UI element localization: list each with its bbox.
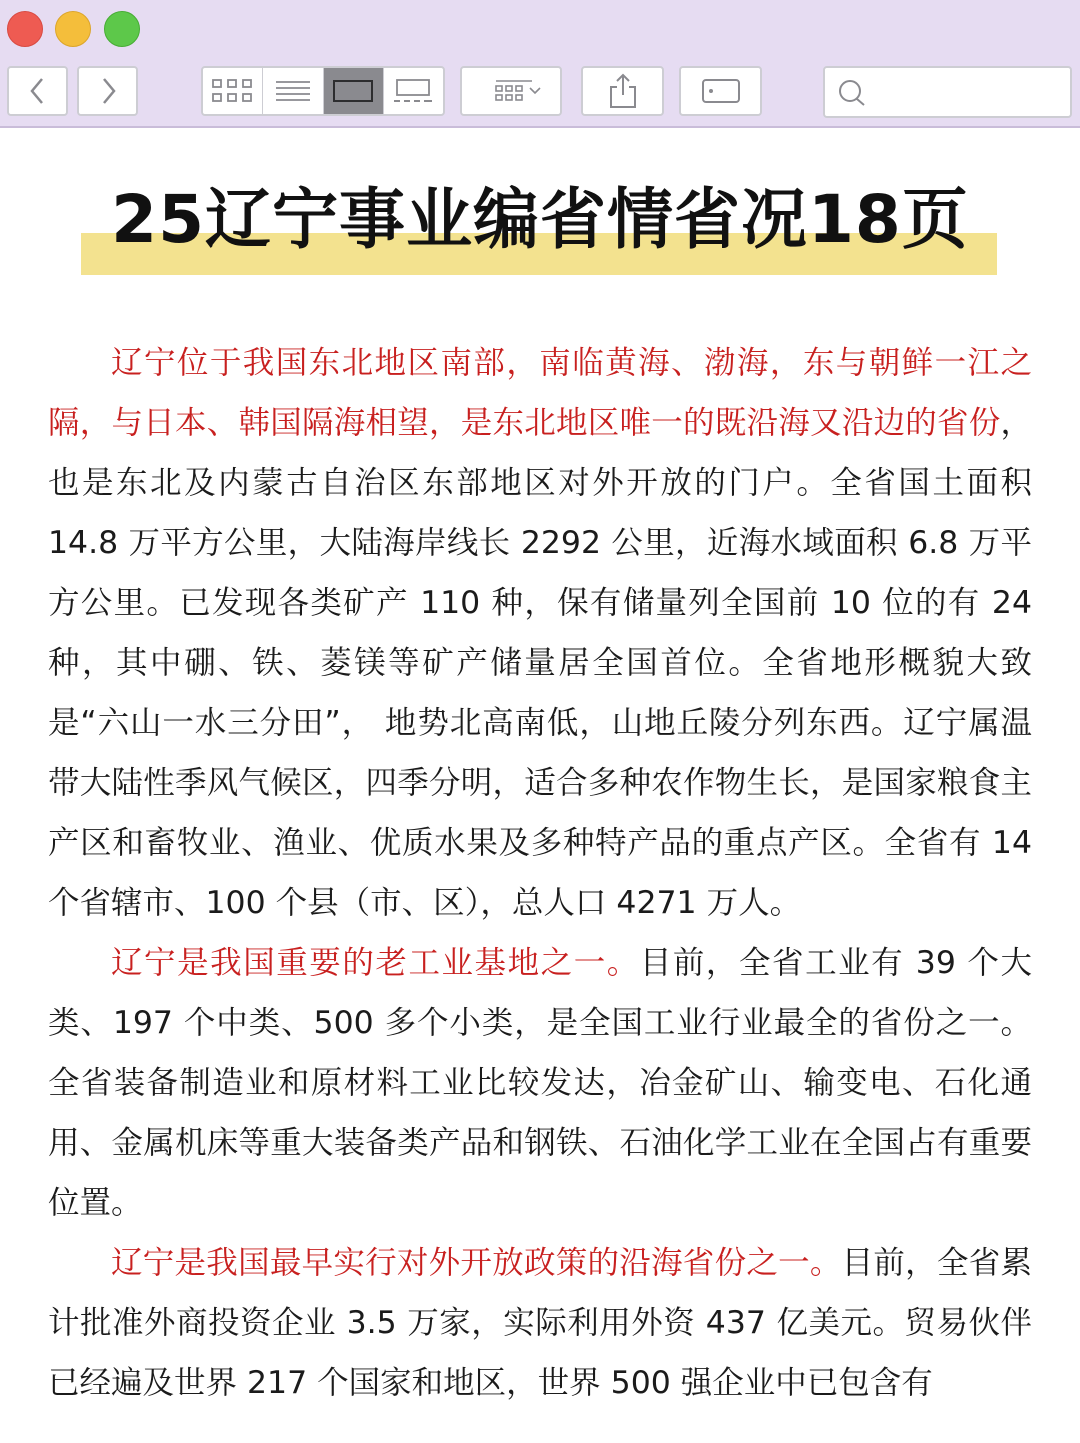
tag-button[interactable] [679,66,762,116]
close-window-button[interactable] [7,11,43,47]
list-icon [275,79,311,103]
gallery-icon [393,78,433,104]
chevron-right-icon [97,76,119,106]
grid-icon [211,78,255,104]
minimize-window-button[interactable] [55,11,91,47]
key-sentence: 辽宁是我国重要的老工业基地之一。 [111,945,640,981]
title-block [0,165,1080,280]
forward-button[interactable] [77,66,138,116]
group-by-icon [476,78,546,104]
gallery-view-button[interactable] [384,68,443,114]
paragraph-text: ，也是东北及内蒙古自治区东部地区对外开放的门户。全省国土面积 14.8 万平方公里，大陆海岸线长 2292 公里，近海水域面积 6.8 万平方公里。已发现各类矿产 110 种，保有储量列全国前 10 位的有 24 种，其中硼、铁、菱镁等矿产储量居全国首位。全省地形概貌大致是“六山一水三分田”， 地势北高南低，山地丘陵分列东西。辽宁属温带大陆性季风气候区，四季分明，适合多种农作物生长，是国家粮食主产区和畜牧业、渔业、优质水果及多种特产品的重点产区。全省有 14 个省辖市、100 个县（市、区），总人口 4271 万人。 [48,405,1032,921]
key-sentence: 辽宁是我国最早实行对外开放政策的沿海省份之一。 [111,1245,842,1281]
column-view-button[interactable] [324,68,384,114]
zoom-window-button[interactable] [104,11,140,47]
page-title: 25辽宁事业编省情省况18页 [111,181,969,258]
view-mode-switcher [201,66,445,116]
icon-view-button[interactable] [203,68,263,114]
paragraph-industry [48,933,1032,1233]
group-by-button[interactable] [460,66,562,116]
search-field[interactable] [823,66,1072,118]
paragraph-location [48,333,1032,933]
paragraph-opening-up [48,1233,1032,1413]
share-icon [608,73,638,109]
paragraph-text: 目前，全省累计批准外商投资企业 3.5 万家，实际利用外资 437 亿美元。贸易伙伴已经遍及世界 217 个国家和地区，世界 500 强企业中已包含有 [48,1245,1032,1401]
tag-icon [701,78,741,104]
search-icon [837,78,867,108]
columns-icon [333,79,373,103]
document-body [48,333,1032,1413]
chevron-left-icon [27,76,49,106]
back-button[interactable] [7,66,68,116]
paragraph-text: 目前，全省工业有 39 个大类、197 个中类、500 多个小类，是全国工业行业最全的省份之一。全省装备制造业和原材料工业比较发达，冶金矿山、输变电、石化通用、金属机床等重大装备类产品和钢铁、石油化学工业在全国占有重要位置。 [48,945,1032,1221]
share-button[interactable] [581,66,664,116]
search-input[interactable] [871,76,1065,108]
key-sentence: 辽宁位于我国东北地区南部，南临黄海、渤海，东与朝鲜一江之隔，与日本、韩国隔海相望，是东北地区唯一的既沿海又沿边的省份 [48,345,1032,441]
window-toolbar [0,0,1080,128]
list-view-button[interactable] [263,68,323,114]
